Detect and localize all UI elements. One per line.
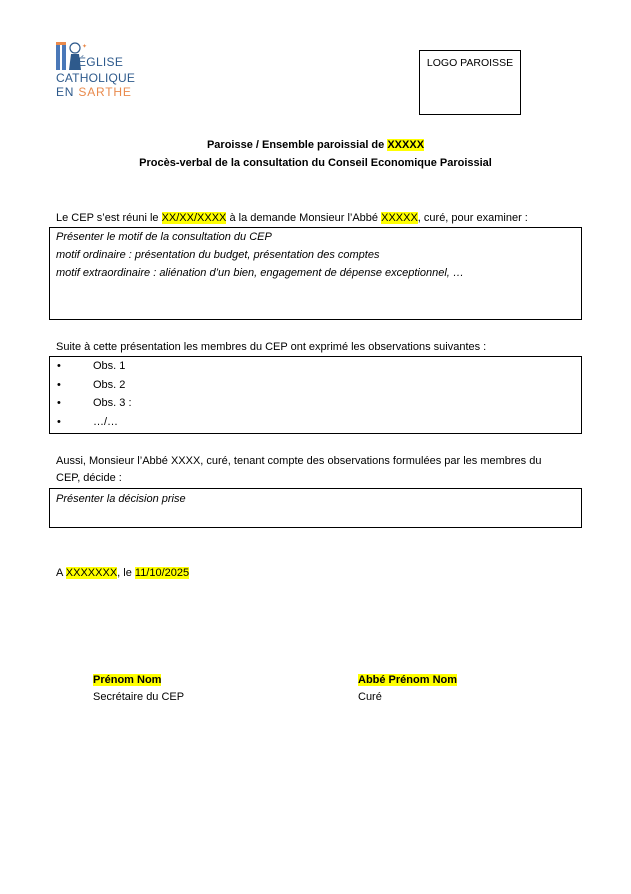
meeting-date-placeholder: XX/XX/XXXX [161, 212, 227, 224]
motif-line: Présenter le motif de la consultation du CEP [56, 231, 272, 243]
observation-item [50, 413, 581, 432]
signature-date: 11/10/2025 [134, 567, 190, 579]
cure-role: Curé [358, 691, 382, 703]
motif-line: motif ordinaire : présentation du budget, présentation des comptes [56, 249, 380, 261]
bullet-icon: • [57, 397, 61, 409]
observation-item [50, 376, 581, 395]
decision-intro [56, 453, 541, 487]
observations-box[interactable] [49, 356, 582, 434]
logo-text-en-sarthe [56, 85, 132, 99]
parish-name-placeholder: XXXXX [387, 139, 425, 151]
intro-text-2: à la demande Monsieur l’Abbé [226, 212, 382, 224]
parish-logo-label: LOGO PAROISSE [426, 57, 514, 69]
place-prefix: A [56, 567, 66, 579]
observations-intro: Suite à cette présentation les membres du CEP ont exprimé les observations suivantes : [56, 341, 487, 353]
logo-text-eglise: ÉGLISE [78, 55, 124, 69]
signature-cure [358, 672, 457, 706]
observation-text: Obs. 1 [93, 360, 126, 372]
secretary-name: Prénom Nom [93, 674, 162, 686]
signature-secretary [93, 672, 184, 706]
decision-intro-line: CEP, décide : [56, 472, 122, 484]
svg-text:✦: ✦ [82, 44, 88, 50]
date-prefix: , le [117, 567, 135, 579]
meeting-intro [56, 210, 528, 227]
bullet-icon: • [57, 378, 61, 391]
place-date-line [56, 565, 189, 582]
observation-text: Obs. 2 [93, 378, 126, 391]
consultation-motif-box[interactable] [49, 227, 582, 320]
logo-text-catholique: CATHOLIQUE [56, 71, 136, 85]
logo-text-sarthe: SARTHE [78, 85, 132, 99]
motif-line: motif extraordinaire : aliénation d’un bien, engagement de dépense exceptionnel, … [56, 267, 464, 279]
observation-item [50, 357, 581, 376]
diocese-logo [56, 42, 138, 102]
cure-name: Abbé Prénom Nom [358, 674, 458, 686]
parish-logo-placeholder [419, 50, 521, 115]
decision-box[interactable] [49, 488, 582, 528]
logo-text-en: EN [56, 85, 75, 99]
observation-item [50, 394, 581, 413]
place-placeholder: XXXXXXX [65, 567, 118, 579]
secretary-role: Secrétaire du CEP [93, 691, 185, 703]
observation-text: …/… [93, 415, 119, 428]
document-title [0, 139, 631, 151]
document-subtitle: Procès-verbal de la consultation du Conseil Economique Paroissial [139, 157, 492, 169]
abbe-name-placeholder: XXXXX [381, 212, 418, 224]
bullet-icon: • [57, 360, 61, 372]
bullet-icon: • [57, 415, 61, 428]
intro-text-3: , curé, pour examiner : [417, 212, 528, 224]
decision-intro-line: Aussi, Monsieur l’Abbé XXXX, curé, tenant compte des observations formulées par les membres du [56, 455, 542, 467]
observation-text: Obs. 3 : [93, 397, 132, 409]
title-prefix: Paroisse / Ensemble paroissial de [206, 139, 388, 151]
intro-text-1: Le CEP s’est réuni le [56, 212, 162, 224]
decision-text: Présenter la décision prise [56, 493, 186, 505]
